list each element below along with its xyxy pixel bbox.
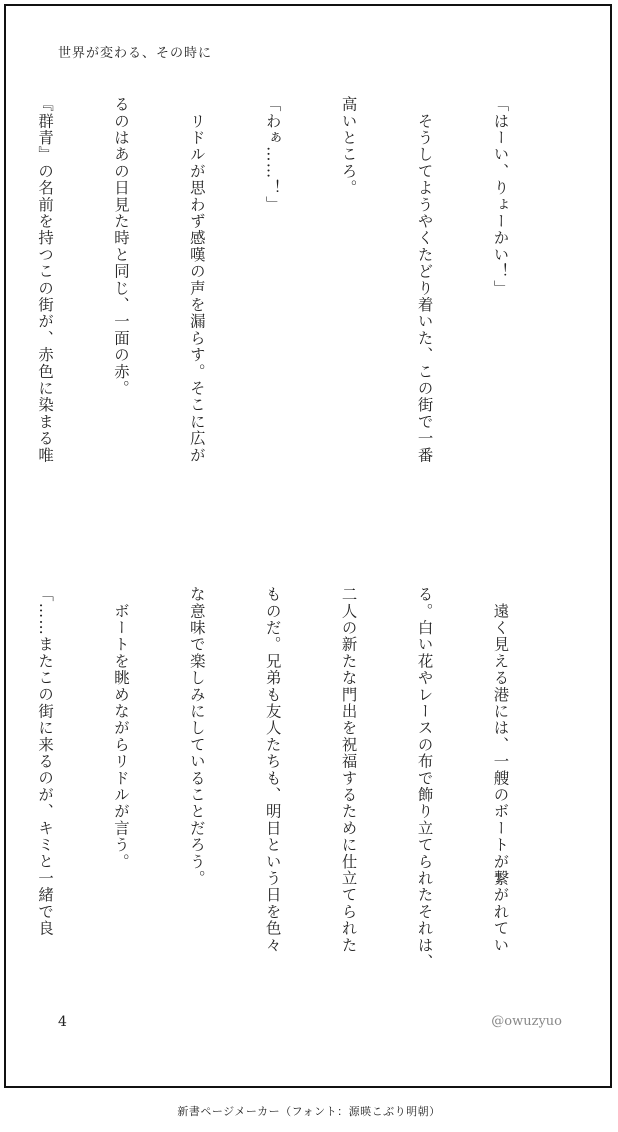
text-line: 『群青』の名前を持つこの街が、赤色に染まる唯 <box>36 96 55 464</box>
author-handle: @owuzyuo <box>491 1014 562 1029</box>
text-line: 遠く見える港には、一艘のボートが繋がれてい <box>491 586 510 954</box>
page-number: 4 <box>58 1014 67 1030</box>
text-line: そうしてようやくたどり着いた、この街で一番 <box>415 96 434 464</box>
text-line: 高いところ。 <box>339 96 358 197</box>
text-block-bottom <box>0 586 563 1022</box>
text-line: 「……またこの街に来るのが、キミと一緒で良 <box>36 586 55 937</box>
text-line: るのはあの日見た時と同じ、一面の赤。 <box>111 96 130 397</box>
text-block-top <box>0 96 563 532</box>
text-line: 「はーい、りょーかい！」 <box>491 96 510 297</box>
text-line: な意味で楽しみにしていることだろう。 <box>187 586 206 887</box>
text-line: ボートを眺めながらリドルが言う。 <box>111 586 130 870</box>
book-page <box>4 4 612 1088</box>
footer-caption: 新書ページメーカー（フォント：源暎こぶり明朝） <box>177 1105 441 1118</box>
text-line: ものだ。兄弟も友人たちも、明日という日を色々 <box>263 586 282 954</box>
text-line: リドルが思わず感嘆の声を漏らす。そこに広が <box>187 96 206 464</box>
page-title: 世界が変わる、その時に <box>58 46 213 61</box>
text-line: 二人の新たな門出を祝福するために仕立てられた <box>339 586 358 954</box>
text-line: る。白い花やレースの布で飾り立てられたそれは、 <box>415 586 434 971</box>
text-line: 「わぁ……！」 <box>263 96 282 213</box>
